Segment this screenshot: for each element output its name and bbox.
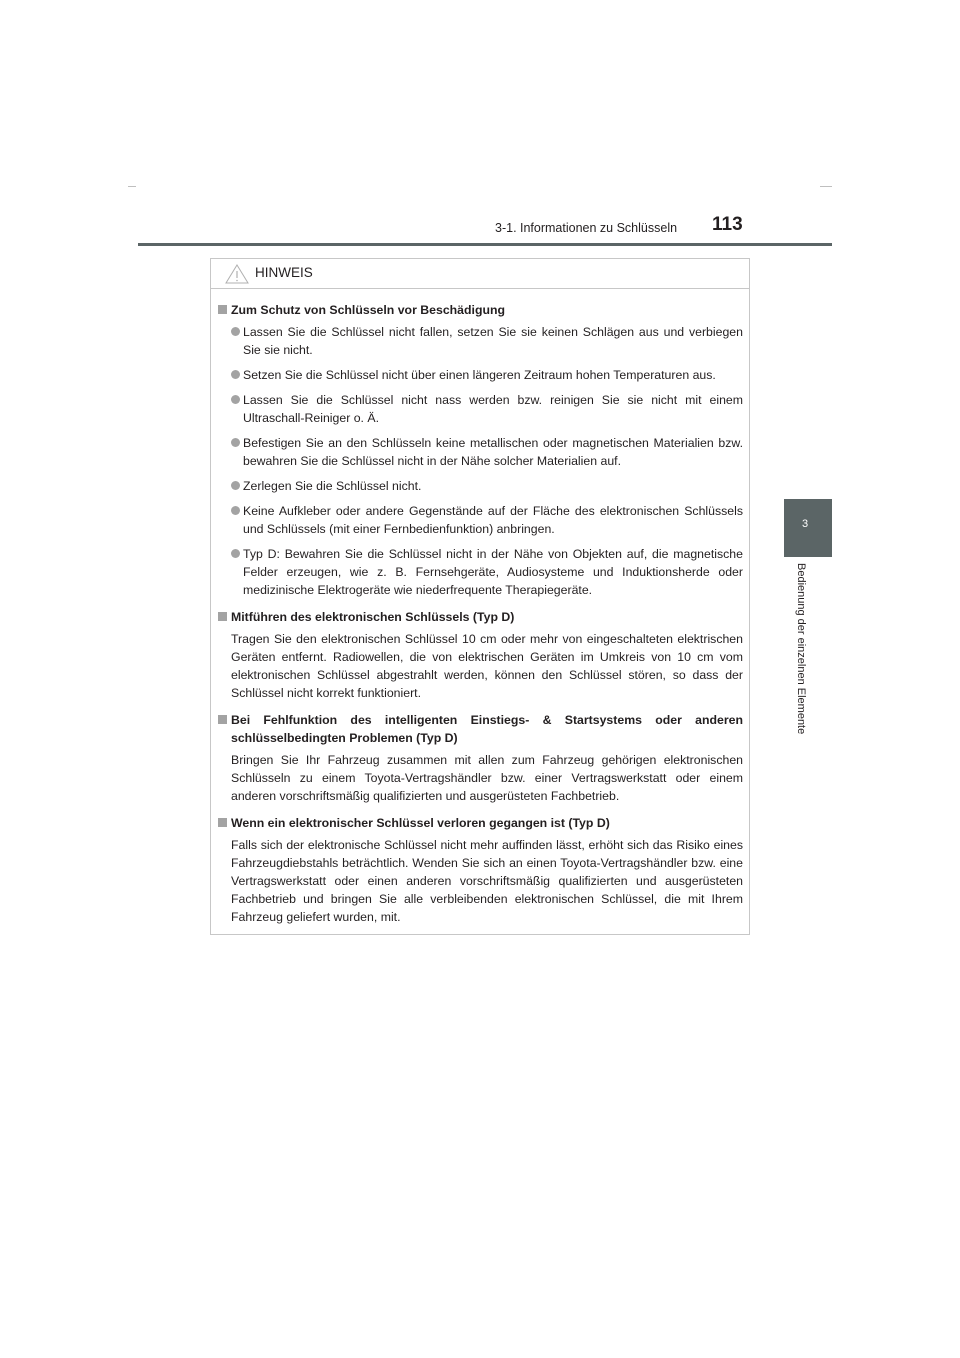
list-item: Setzen Sie die Schlüssel nicht über einen längeren Zeitraum hohen Temperaturen aus. [216,366,743,384]
chapter-title: 3-1. Informationen zu Schlüsseln [495,221,678,235]
crop-mark-left [128,186,136,187]
square-bullet-icon [218,305,227,314]
list-item: Lassen Sie die Schlüssel nicht fallen, setzen Sie sie keinen Schlägen aus und verbiegen Sie sie nicht. [216,323,743,359]
round-bullet-icon [231,506,240,515]
round-bullet-icon [231,395,240,404]
notice-body [211,289,749,926]
list-item: Zerlegen Sie die Schlüssel nicht. [216,477,743,495]
section-text: Bringen Sie Ihr Fahrzeug zusammen mit allen zum Fahrzeug gehörigen elektronischen Schlüsseln zu einem Toyota-Vertragshändler bzw. einer Vertragswerkstatt oder einem anderen vorschriftsmäßig qualifizierten und ausgerüsteten Fachbetrieb. [231,753,743,803]
square-bullet-icon [218,715,227,724]
section-text: Tragen Sie den elektronischen Schlüssel 10 cm oder mehr von eingeschalteten elektrischen Geräten entfernt. Radiowellen, die von elektrischen Geräten im Umkreis von 10 cm vom elektronischen Schlüssel abgestrahlt werden, können den Schlüssel stören, so dass der Schlüssel nicht korrekt funktioniert. [231,632,743,700]
round-bullet-icon [231,481,240,490]
section-lost-key [216,814,743,926]
round-bullet-icon [231,438,240,447]
square-bullet-icon [218,818,227,827]
list-item: Keine Aufkleber oder andere Gegenstände auf der Fläche des elektronischen Schlüssels und Schlüssels (mit einer Fernbedienfunktion) anbringen. [216,502,743,538]
section-key-protection [216,301,743,599]
header-rule [138,243,832,246]
page-number: 113 [712,214,743,235]
list-item: Typ D: Bewahren Sie die Schlüssel nicht in der Nähe von Objekten auf, die magnetische Felder erzeugen, wie z. B. Fernsehgeräte, Audiosysteme und Induktionsherde oder medizinische Elektrogeräte wie niederfrequente Therapiegeräte. [216,545,743,599]
notice-box [210,258,750,935]
round-bullet-icon [231,549,240,558]
round-bullet-icon [231,327,240,336]
chapter-tab-number: 3 [802,518,809,530]
square-bullet-icon [218,612,227,621]
notice-title: HINWEIS [255,265,313,280]
section-text: Falls sich der elektronische Schlüssel nicht mehr auffinden lässt, erhöht sich das Risiko eines Fahrzeugdiebstahls beträchtlich. Wenden Sie sich an einen Toyota-Vertragshändler bzw. eine Vertragswerkstatt oder einen anderen vorschriftsmäßig qualifizierten und ausgerüsteten Fachbetrieb und bringen Sie alle verbleibenden elektronischen Schlüssel, die mit Ihrem Fahrzeug geliefert wurden, mit. [231,838,743,924]
warning-triangle-icon [225,264,249,284]
section-heading: Zum Schutz von Schlüsseln vor Beschädigung [216,301,743,319]
chapter-tab-label: Bedienung der einzelnen Elemente [795,563,807,735]
round-bullet-icon [231,370,240,379]
section-heading: Wenn ein elektronischer Schlüssel verloren gegangen ist (Typ D) [216,814,743,832]
list-item: Lassen Sie die Schlüssel nicht nass werden bzw. reinigen Sie sie nicht mit einem Ultraschall-Reiniger o. Ä. [216,391,743,427]
section-malfunction [216,711,743,805]
crop-mark-right [820,186,832,187]
notice-header [211,259,749,289]
list-item: Befestigen Sie an den Schlüsseln keine metallischen oder magnetischen Materialien bzw. bewahren Sie die Schlüssel nicht in der Nähe solcher Materialien auf. [216,434,743,470]
section-heading: Mitführen des elektronischen Schlüssels (Typ D) [216,608,743,626]
chapter-tab [784,499,832,557]
section-heading: Bei Fehlfunktion des intelligenten Einstiegs- & Startsystems oder anderen schlüsselbedingten Problemen (Typ D) [216,711,743,747]
section-carrying-key [216,608,743,702]
